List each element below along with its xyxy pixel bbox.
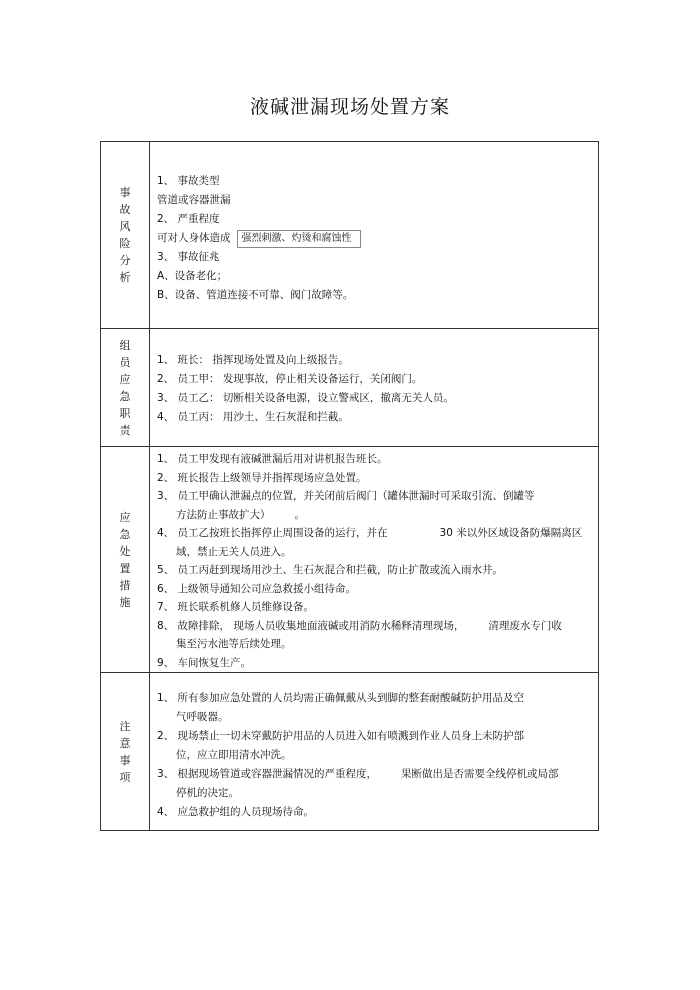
section-content-cell xyxy=(150,673,599,831)
document-title: 液碱泄漏现场处置方案 xyxy=(249,96,450,118)
section-content-cell xyxy=(150,447,599,673)
section-content xyxy=(150,673,598,822)
section-precautions xyxy=(101,673,599,831)
severity-box: 强烈刺激、灼烫和腐蚀性 xyxy=(237,230,361,248)
content-text: 8、 故障排除， 现场人员收集地面液碱或用消防水稀释清理现场， xyxy=(157,619,465,632)
section-team-duties xyxy=(101,329,599,447)
content-line: 5、 员工丙赶到现场用沙土、生石灰混合和拦截，防止扩散或流入雨水井。 xyxy=(157,564,504,576)
content-line: 3、 员工甲确认泄漏点的位置，并关闭前后阀门（罐体泄漏时可采取引流、倒罐等 xyxy=(157,490,535,502)
content-text: 果断做出是否需要全线停机或局部 xyxy=(401,768,559,780)
content-text: 。 xyxy=(294,508,305,521)
plan-table xyxy=(100,141,599,831)
content-line: 3、 员工乙： 切断相关设备电源，设立警戒区，撤离无关人员。 xyxy=(157,392,454,404)
content-line: 1、 事故类型 xyxy=(157,175,220,187)
content-text: 3、 根据现场管道或容器泄漏情况的严重程度， xyxy=(157,768,378,780)
content-line: 停机的决定。 xyxy=(176,787,239,799)
content-line: 域，禁止无关人员进入。 xyxy=(176,545,292,558)
section-label: 组员应急职责 xyxy=(119,338,131,437)
section-risk-analysis xyxy=(101,142,599,329)
content-line: 2、 现场禁止一切未穿戴防护用品的人员进入如有喷溅到作业人员身上未防护部 xyxy=(157,730,525,742)
content-line: 3、 事故征兆 xyxy=(157,251,220,263)
content-line: 1、 员工甲发现有液碱泄漏后用对讲机报告班长。 xyxy=(157,453,388,465)
content-line: 4、 应急救护组的人员现场待命。 xyxy=(157,806,315,818)
section-label-cell xyxy=(101,447,150,673)
content-line: 9、 车间恢复生产。 xyxy=(157,656,252,669)
content-line xyxy=(157,617,598,636)
content-line: 7、 班长联系机修人员维修设备。 xyxy=(157,601,315,613)
section-content-cell xyxy=(150,329,599,447)
content-line: 2、 严重程度 xyxy=(157,213,220,225)
content-line: A、设备老化； xyxy=(157,270,228,282)
content-text: 清理废水专门收 xyxy=(488,619,562,632)
section-content-cell xyxy=(150,142,599,329)
content-line: 1、 班长： 指挥现场处置及向上级报告。 xyxy=(157,354,349,366)
section-content xyxy=(150,447,598,672)
content-text: 可对人身体造成 xyxy=(157,232,231,244)
content-text: 方法防止事故扩大） xyxy=(176,508,271,521)
content-line: 位，应立即用清水冲洗。 xyxy=(176,749,292,761)
section-label-cell xyxy=(101,329,150,447)
section-label-cell xyxy=(101,142,150,329)
content-line: 管道或容器泄漏 xyxy=(157,194,231,206)
content-line xyxy=(157,765,598,784)
content-line: 4、 员工丙： 用沙土、生石灰混和拦截。 xyxy=(157,411,349,423)
content-line: 6、 上级领导通知公司应急救援小组待命。 xyxy=(157,582,357,595)
section-label-cell xyxy=(101,673,150,831)
content-line xyxy=(157,506,598,525)
content-line: 1、 所有参加应急处置的人员均需正确佩戴从头到脚的整套耐酸碱防护用品及空 xyxy=(157,692,525,704)
content-line: 气呼吸器。 xyxy=(176,711,229,723)
section-label: 应急处置措施 xyxy=(119,510,131,609)
content-line xyxy=(157,524,598,543)
section-content xyxy=(150,142,598,305)
section-emergency-measures xyxy=(101,447,599,673)
content-line: 2、 员工甲： 发现事故，停止相关设备运行，关闭阀门。 xyxy=(157,373,423,385)
content-line: B、设备、管道连接不可靠、阀门故障等。 xyxy=(157,289,354,301)
section-label: 注意事项 xyxy=(119,719,131,784)
content-line: 2、 班长报告上级领导并指挥现场应急处置。 xyxy=(157,471,367,484)
content-text: 30 米以外区域设备防爆隔离区 xyxy=(439,527,583,539)
content-line xyxy=(157,229,598,248)
content-text: 4、 员工乙按班长指挥停止周围设备的运行，并在 xyxy=(157,527,388,539)
section-label: 事故风险分析 xyxy=(119,186,131,284)
content-line: 集至污水池等后续处理。 xyxy=(176,638,292,650)
section-content xyxy=(150,329,598,427)
